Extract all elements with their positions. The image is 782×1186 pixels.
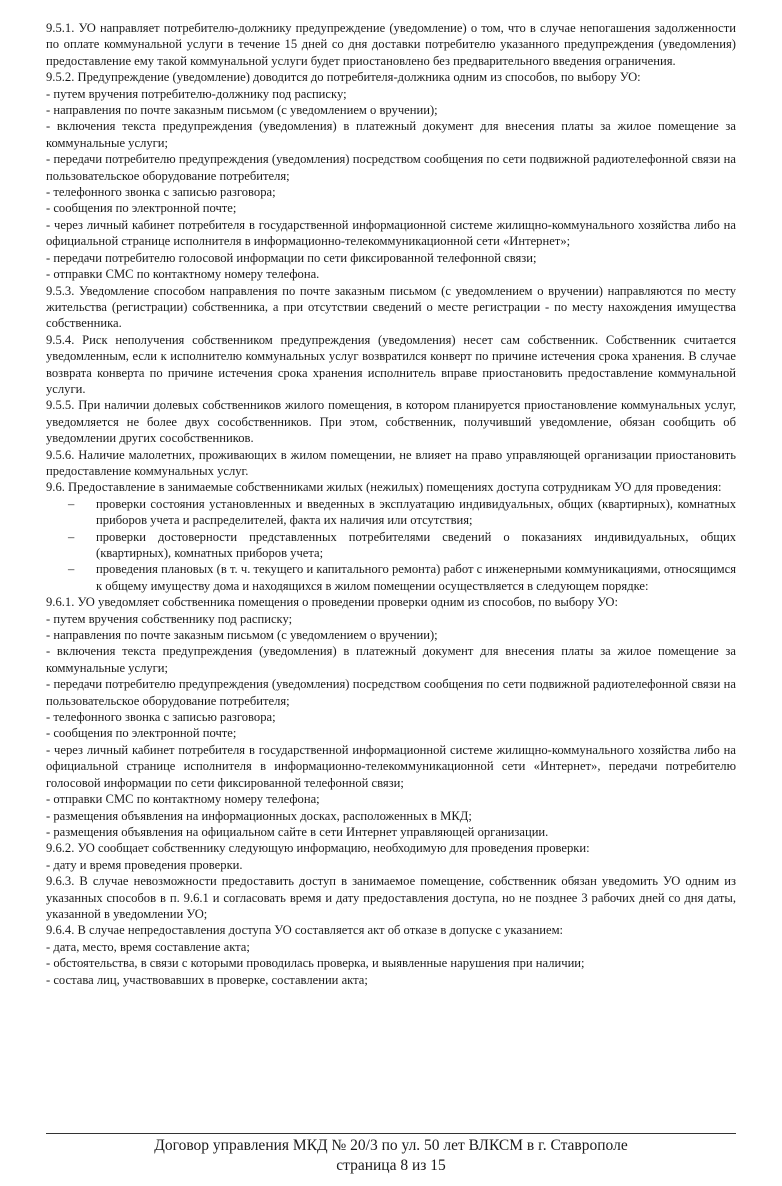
text-block-top: [46, 20, 736, 496]
paragraph: - размещения объявления на официальном сайте в сети Интернет управляющей организации.: [46, 824, 549, 839]
paragraph: - передачи потребителю предупреждения (уведомления) посредством сообщения по сети подвижной радиотелефонной связи на пользовательское оборудование потребителя;: [46, 152, 736, 183]
document-body: [46, 20, 736, 988]
paragraph: - сообщения по электронной почте;: [46, 726, 237, 741]
dash-bullet: –: [68, 529, 75, 544]
paragraph: - дату и время проведения проверки.: [46, 857, 243, 872]
list-item-text: проведения плановых (в т. ч. текущего и капитального ремонта) работ с инженерными коммуникациями, относящимся к общему имуществу дома и находящихся в жилом помещении осуществляется в следующем порядке:: [96, 562, 736, 593]
paragraph: 9.6.2. УО сообщает собственнику следующую информацию, необходимую для проведения проверки:: [46, 841, 590, 856]
list-item-text: проверки достоверности представленных потребителями сведений о показаниях индивидуальных, общих (квартирных), комнатных приборов учета;: [96, 529, 736, 560]
dash-bullet: –: [68, 496, 75, 511]
paragraph: 9.5.6. Наличие малолетних, проживающих в жилом помещении, не влияет на право управляющей организации приостановить предоставление коммунальных услуг.: [46, 447, 736, 478]
paragraph: - через личный кабинет потребителя в государственной информационной системе жилищно-коммунального хозяйства либо на официальной странице исполнителя в информационно-телекоммуникационной сети «Интернет», передачи потребителю голосовой информации по сети фиксированной телефонной связи;: [46, 742, 736, 790]
paragraph: - через личный кабинет потребителя в государственной информационной системе жилищно-коммунального хозяйства либо на официальной странице исполнителя в информационно-телекоммуникационной сети «Интернет»;: [46, 217, 736, 249]
paragraph: - сообщения по электронной почте;: [46, 201, 237, 216]
text-block-bottom: [46, 594, 736, 988]
paragraph: 9.6.1. УО уведомляет собственника помещения о проведении проверки одним из способов, по выбору УО:: [46, 595, 619, 610]
page-footer: [46, 1133, 736, 1176]
paragraph: - путем вручения потребителю-должнику под расписку;: [46, 86, 347, 101]
paragraph: 9.6. Предоставление в занимаемые собственниками жилых (нежилых) помещениях доступа сотрудникам УО для проведения:: [46, 480, 722, 495]
footer-page-number: страница 8 из 15: [336, 1157, 446, 1174]
dash-list: [46, 496, 736, 594]
paragraph: 9.5.2. Предупреждение (уведомление) доводится до потребителя-должника одним из способов, по выбору УО:: [46, 70, 641, 85]
footer-title: Договор управления МКД № 20/3 по ул. 50 лет ВЛКСМ в г. Ставрополе: [154, 1137, 628, 1154]
paragraph: - направления по почте заказным письмом (с уведомлением о вручении);: [46, 628, 438, 643]
paragraph: - передачи потребителю голосовой информации по сети фиксированной телефонной связи;: [46, 250, 537, 265]
paragraph: 9.5.5. При наличии долевых собственников жилого помещения, в котором планируется приостановление коммунальных услуг, уведомляется не более двух сособственников. При этом, собственник, получивший уведомление, обязан сообщить об уведомлении других сособственников.: [46, 398, 736, 446]
paragraph: 9.5.3. Уведомление способом направления по почте заказным письмом (с уведомлением о вручении) направляются по месту жительства (регистрации) собственника, а при отсутствии сведений о месте регистрации - по месту нахождения имущества собственника.: [46, 283, 736, 331]
paragraph: 9.6.3. В случае невозможности предоставить доступ в занимаемое помещение, собственник обязан уведомить УО одним из указанных способов в п. 9.6.1 и согласовать время и дату предоставления доступа, но не позднее 3 рабочих дней со дня даты, указанной в уведомлении УО;: [46, 874, 736, 921]
paragraph: - отправки СМС по контактному номеру телефона;: [46, 792, 320, 807]
paragraph: - обстоятельства, в связи с которыми проводилась проверка, и выявленные нарушения при наличии;: [46, 956, 585, 971]
list-item: [46, 496, 736, 529]
paragraph: 9.5.4. Риск неполучения собственником предупреждения (уведомления) несет сам собственник. Собственник считается уведомленным, если к исполнителю коммунальных услуг возвратился конверт по причине истечения срока хранения. В случае возврата конверта по причине истечения срока хранения исполнитель вправе приостановить предоставление коммунальной услуги.: [46, 332, 736, 396]
paragraph: - отправки СМС по контактному номеру телефона.: [46, 267, 320, 282]
paragraph: - путем вручения собственнику под расписку;: [46, 611, 293, 626]
list-item: [46, 529, 736, 562]
paragraph: 9.6.4. В случае непредоставления доступа УО составляется акт об отказе в допуске с указанием:: [46, 923, 564, 938]
paragraph: - телефонного звонка с записью разговора;: [46, 710, 276, 725]
paragraph: - включения текста предупреждения (уведомления) в платежный документ для внесения платы за жилое помещение за коммунальные услуги;: [46, 119, 736, 150]
paragraph: - размещения объявления на информационных досках, расположенных в МКД;: [46, 808, 472, 823]
paragraph: - направления по почте заказным письмом (с уведомлением о вручении);: [46, 103, 438, 118]
paragraph: - передачи потребителю предупреждения (уведомления) посредством сообщения по сети подвижной радиотелефонной связи на пользовательское оборудование потребителя;: [46, 677, 736, 708]
paragraph: - включения текста предупреждения (уведомления) в платежный документ для внесения платы за жилое помещение за коммунальные услуги;: [46, 644, 736, 675]
list-item-text: проверки состояния установленных и введенных в эксплуатацию индивидуальных, общих (квартирных), комнатных приборов учета и распределителей, факта их наличия или отсутствия;: [96, 496, 736, 528]
paragraph: - дата, место, время составление акта;: [46, 939, 250, 954]
dash-bullet: –: [68, 562, 75, 577]
paragraph: 9.5.1. УО направляет потребителю-должнику предупреждение (уведомление) о том, что в случае непогашения задолженности по оплате коммунальной услуги в течение 15 дней со дня доставки потребителю указанного предупреждения (уведомления) предоставление ему такой коммунальной услуги будет приостановлено без предварительного введения ограничения.: [46, 21, 736, 68]
paragraph: - состава лиц, участвовавших в проверке, составлении акта;: [46, 972, 368, 987]
paragraph: - телефонного звонка с записью разговора;: [46, 185, 276, 200]
list-item: [46, 561, 736, 594]
